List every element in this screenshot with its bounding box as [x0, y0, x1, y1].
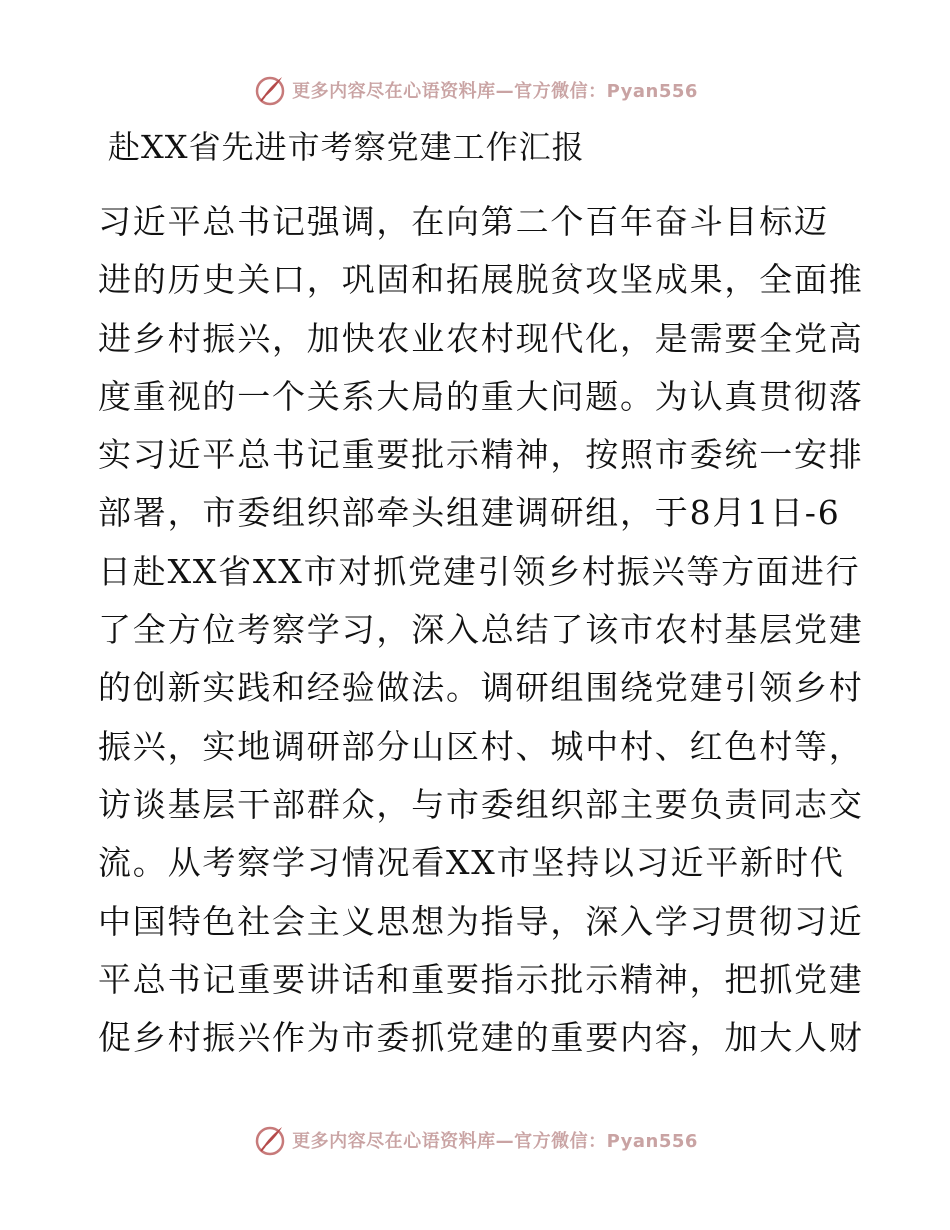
paragraph-line: 振兴，实地调研部分山区村、城中村、红色村等，: [98, 726, 864, 766]
paragraph-line: 实习近平总书记重要批示精神，按照市委统一安排: [98, 435, 864, 475]
paragraph-line: 进乡村振兴，加快农业农村现代化，是需要全党高: [98, 318, 864, 358]
paragraph-line: 流。从考察学习情况看XX市坚持以习近平新时代: [98, 843, 845, 883]
paragraph-line: 了全方位考察学习，深入总结了该市农村基层党建: [98, 610, 864, 650]
paragraph-line: 中国特色社会主义思想为指导，深入学习贯彻习近: [98, 901, 864, 941]
paragraph-line: 促乡村振兴作为市委抓党建的重要内容，加大人财: [98, 1018, 864, 1058]
paragraph-line: 部署，市委组织部牵头组建调研组，于8月1日-6: [98, 493, 841, 533]
paragraph-line: 度重视的一个关系大局的重大问题。为认真贯彻落: [98, 376, 864, 416]
paragraph-line: 日赴XX省XX市对抓党建引领乡村振兴等方面进行: [98, 551, 861, 591]
footer-banner-text: 更多内容尽在心语资料库—官方微信：Pyan556: [292, 1131, 698, 1152]
body-paragraph: [98, 193, 864, 1067]
paragraph-line: 的创新实践和经验做法。调研组围绕党建引领乡村: [98, 668, 864, 708]
header-banner-text: 更多内容尽在心语资料库—官方微信：Pyan556: [292, 81, 698, 102]
paragraph-line: 进的历史关口，巩固和拓展脱贫攻坚成果，全面推: [98, 260, 864, 300]
header-banner: [0, 70, 950, 110]
paragraph-line: 访谈基层干部群众，与市委组织部主要负责同志交: [98, 784, 864, 824]
paragraph-line: 习近平总书记强调，在向第二个百年奋斗目标迈: [98, 202, 829, 241]
quill-pen-logo-icon: [252, 1122, 288, 1158]
quill-pen-logo-icon: [252, 72, 288, 108]
footer-banner: [0, 1120, 950, 1160]
paragraph-line: 平总书记重要讲话和重要指示批示精神，把抓党建: [98, 959, 864, 999]
document-title: 赴XX省先进市考察党建工作汇报: [108, 128, 585, 166]
